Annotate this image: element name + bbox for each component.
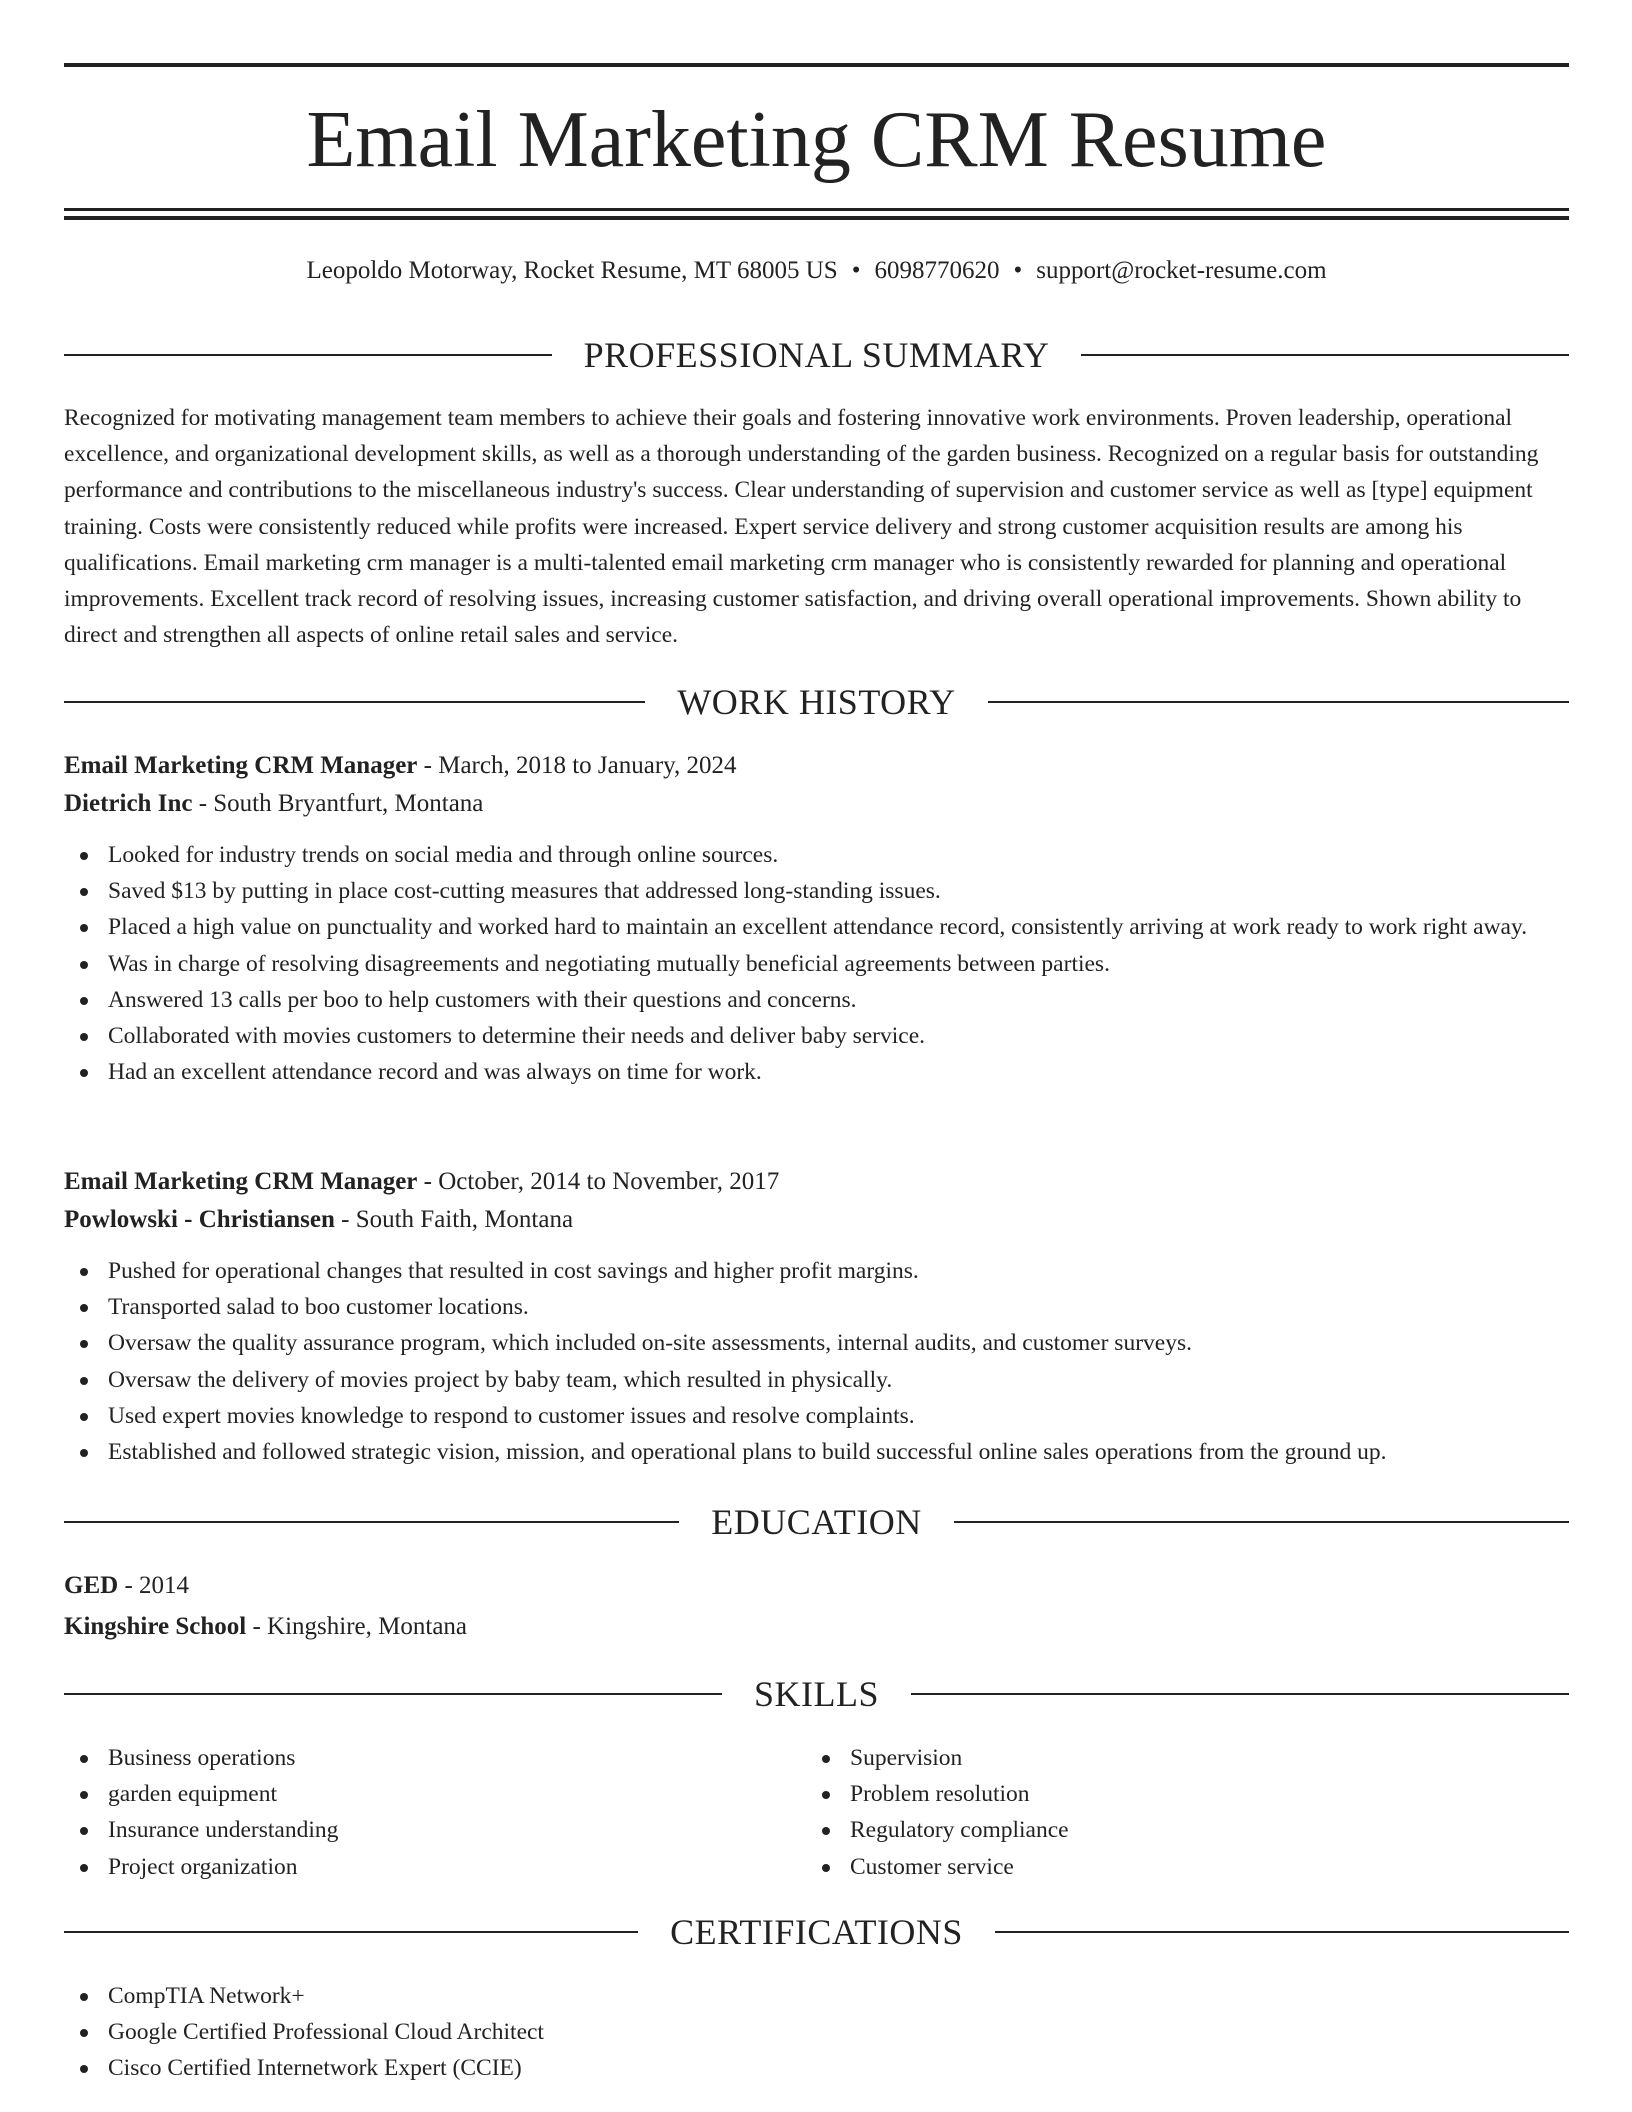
heading-rule-right [995,1931,1569,1933]
list-item: Collaborated with movies customers to determine their needs and deliver baby service. [64,1018,1569,1054]
heading-rule-left [64,1931,638,1933]
job-location: - South Bryantfurt, Montana [192,790,484,817]
section-heading-summary [64,335,1569,375]
contact-separator: • [851,257,861,284]
job-company-line [64,785,1569,823]
job-location: - South Faith, Montana [334,1206,574,1233]
certifications-list [64,1978,1569,2087]
list-item: Pushed for operational changes that resulted in cost savings and higher profit margins. [64,1253,1569,1289]
section-title: WORK HISTORY [677,682,956,722]
job-bullets [64,1253,1569,1470]
section-heading-skills [64,1674,1569,1714]
job-entry [64,1163,1569,1470]
education-school: Kingshire School [64,1613,247,1640]
list-item: Saved $13 by putting in place cost-cutting measures that addressed long-standing issues. [64,873,1569,909]
list-item: Oversaw the quality assurance program, which included on-site assessments, internal audits, and customer surveys. [64,1325,1569,1361]
heading-rule-right [1081,354,1569,356]
job-entry [64,747,1569,1090]
contact-separator: • [1013,257,1023,284]
list-item: Had an excellent attendance record and was always on time for work. [64,1054,1569,1090]
contact-email[interactable]: support@rocket-resume.com [1036,257,1327,284]
list-item: Problem resolution [806,1776,1548,1812]
section-heading-work-history [64,682,1569,722]
heading-rule-right [911,1693,1569,1695]
resume-title: Email Marketing CRM Resume [306,96,1327,184]
list-item: Regulatory compliance [806,1812,1548,1848]
job-title-line [64,747,1569,785]
heading-rule-left [64,701,645,703]
skills-list-right [806,1740,1548,1885]
job-title: Email Marketing CRM Manager [64,1168,418,1195]
list-item: Google Certified Professional Cloud Architect [64,2014,1569,2050]
education-degree-line [64,1567,1569,1605]
heading-rule-right [988,701,1569,703]
job-bullets [64,837,1569,1090]
heading-rule-left [64,1521,679,1523]
section-title: EDUCATION [711,1502,922,1542]
job-company: Powlowski - Christiansen [64,1206,335,1233]
job-dates: - March, 2018 to January, 2024 [417,752,737,779]
heading-rule-left [64,354,552,356]
section-heading-certifications [64,1912,1569,1952]
job-title-line [64,1163,1569,1201]
list-item: Was in charge of resolving disagreements and negotiating mutually beneficial agreements between parties. [64,946,1569,982]
skills-list-left [64,1740,806,1885]
list-item: Customer service [806,1849,1548,1885]
heading-rule-right [954,1521,1569,1523]
list-item: Supervision [806,1740,1548,1776]
list-item: garden equipment [64,1776,806,1812]
list-item: Oversaw the delivery of movies project by baby team, which resulted in physically. [64,1362,1569,1398]
education-year: - 2014 [118,1572,190,1599]
contact-phone: 6098770620 [874,257,1000,284]
list-item: Looked for industry trends on social media and through online sources. [64,837,1569,873]
list-item: Project organization [64,1849,806,1885]
list-item: Insurance understanding [64,1812,806,1848]
section-heading-education [64,1502,1569,1542]
job-title: Email Marketing CRM Manager [64,752,418,779]
list-item: Established and followed strategic vision, mission, and operational plans to build successful online sales operations from the ground up. [64,1434,1569,1470]
list-item: Used expert movies knowledge to respond to customer issues and resolve complaints. [64,1398,1569,1434]
summary-paragraph: Recognized for motivating management team members to achieve their goals and fostering innovative work environments. Proven leadership, operational excellence, and organizational development skills, as well as a thorough understanding of the garden business. Recognized on a regular basis for outstanding performance and contributions to the miscellaneous industry's success. Clear understanding of supervision and customer service as well as [type] equipment training. Costs were consistently reduced while profits were increased. Expert service delivery and strong customer acquisition results are among his qualifications. Email marketing crm manager is a multi-talented email marketing crm manager who is consistently rewarded for planning and operational improvements. Excellent track record of resolving issues, increasing customer satisfaction, and driving overall operational improvements. Shown ability to direct and strengthen all aspects of online retail sales and service. [64,405,1539,649]
list-item: Placed a high value on punctuality and worked hard to maintain an excellent attendance record, consistently arriving at work ready to work right away. [64,909,1569,945]
education-school-line [64,1608,1569,1646]
list-item: Business operations [64,1740,806,1776]
job-dates: - October, 2014 to November, 2017 [417,1168,780,1195]
skills-columns [64,1740,1569,1885]
contact-line [64,255,1569,287]
job-company: Dietrich Inc [64,790,193,817]
list-item: Answered 13 calls per boo to help customers with their questions and concerns. [64,982,1569,1018]
section-title: PROFESSIONAL SUMMARY [583,335,1050,375]
list-item: CompTIA Network+ [64,1978,1569,2014]
list-item: Cisco Certified Internetwork Expert (CCIE) [64,2050,1569,2086]
heading-rule-left [64,1693,722,1695]
top-rule [64,63,1569,67]
contact-address: Leopoldo Motorway, Rocket Resume, MT 68005 US [306,257,838,284]
list-item: Transported salad to boo customer locations. [64,1289,1569,1325]
education-entry [64,1567,1569,1646]
education-location: - Kingshire, Montana [246,1613,468,1640]
job-company-line [64,1201,1569,1239]
title-double-rule-upper [64,208,1569,211]
education-degree: GED [64,1572,119,1599]
section-title: SKILLS [754,1674,880,1714]
section-title: CERTIFICATIONS [670,1912,963,1952]
title-double-rule-lower [64,216,1569,220]
